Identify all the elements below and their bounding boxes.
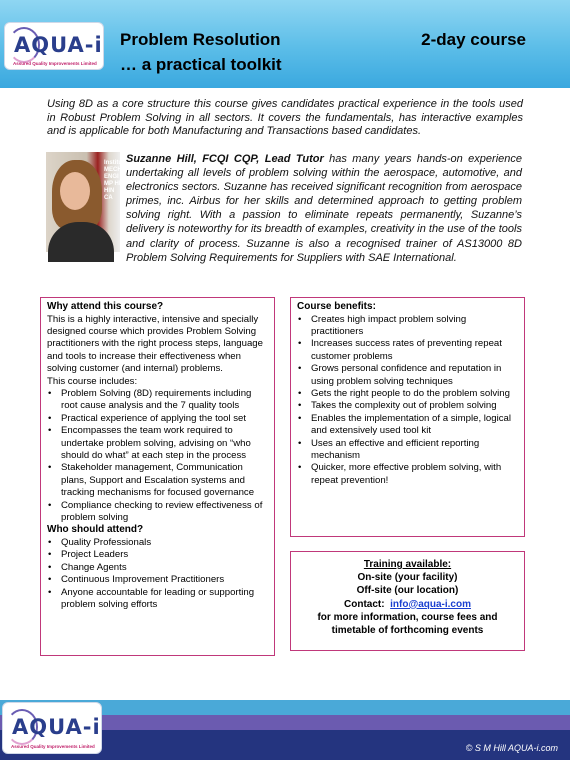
why-attend-intro: This is a highly interactive, intensive and specially designed course which provides Problem Solving practitioners with the right process steps, language and tools to increase their effectiveness when solving customer (and internal) problems. [47, 313, 263, 375]
tutor-name: Suzanne Hill, FCQI CQP, Lead Tutor [126, 153, 324, 165]
benefits-list [297, 314, 518, 488]
list-item: • Encompasses the team work required to undertake problem solving, advising on “who should do what” at each step in the process [47, 425, 268, 462]
contact-line [297, 598, 518, 611]
list-item: • Continuous Improvement Practitioners [47, 574, 268, 586]
copyright-notice: © S M Hill AQUA-i.com [465, 743, 558, 753]
benefits-heading: Course benefits: [297, 301, 376, 312]
list-item: • Problem Solving (8D) requirements including root cause analysis and the 7 quality tools [47, 388, 268, 413]
intro-paragraph: Using 8D as a core structure this course gives candidates practical experience in the tools used in Robust Problem Solving in all sectors. It covers the fundamentals, has interactive examples and is applicable for both Manufacturing and Transactions based candidates. [47, 98, 523, 138]
list-item: • Change Agents [47, 562, 268, 574]
list-item: • Creates high impact problem solving practitioners [297, 314, 518, 339]
includes-label: This course includes: [47, 375, 138, 387]
includes-list [47, 388, 268, 524]
logo-wordmark: AQUA-i [12, 715, 101, 739]
photo-background-sign: Institut MECH ENGI MP HE HIN CA [104, 160, 124, 201]
list-item: • Compliance checking to review effectiveness of problem solving [47, 500, 268, 525]
tutor-photo [46, 152, 124, 252]
list-item: • Grows personal confidence and reputation in using problem solving techniques [297, 363, 518, 388]
list-item: • Quality Professionals [47, 537, 268, 549]
contact-email-link[interactable]: info@aqua-i.com [390, 598, 471, 610]
who-attend-heading: Who should attend? [47, 524, 144, 536]
header-band [0, 0, 570, 88]
list-item: • Uses an effective and efficient reporting mechanism [297, 438, 518, 463]
training-offsite: Off-site (our location) [356, 585, 459, 597]
why-attend-box [40, 297, 275, 656]
course-benefits-box [290, 297, 525, 537]
training-onsite: On-site (your facility) [357, 572, 458, 584]
footer-band [0, 700, 570, 760]
list-item: • Anyone accountable for leading or supporting problem solving efforts [47, 587, 268, 612]
aqua-i-logo [4, 22, 104, 70]
list-item: • Project Leaders [47, 549, 268, 561]
list-item: • Stakeholder management, Communication plans, Support and Escalation systems and tracking mechanisms for focused governance [47, 462, 268, 499]
training-available-box [290, 551, 525, 651]
logo-tagline: Assured Quality Improvements Limited [13, 61, 97, 66]
more-info-text: for more information, course fees and timetable of forthcoming events [317, 611, 498, 637]
tutor-bio-text: has many years hands-on experience undertaking all levels of problem solving within the aerospace, automotive, and electronics sectors. Suzanne has received significant recognition from aerospace primes, inc. Airbus for her skills and determined approach to getting problem solving right. With a passion to eliminate repeats permanently, Suzanne’s delivery is noteworthy for its breadth of examples, creativity in the use of the tools and clarity of process. Suzanne is also a recognised trainer of AS13000 8D Problem Solving Requirements for Suppliers with SAE International. [126, 153, 522, 264]
who-attend-list [47, 537, 268, 611]
list-item: • Quicker, more effective problem solving, with repeat prevention! [297, 462, 518, 487]
aqua-i-footer-logo [2, 702, 102, 754]
why-attend-heading: Why attend this course? [47, 301, 164, 312]
list-item: • Takes the complexity out of problem solving [297, 400, 518, 412]
list-item: • Increases success rates of preventing repeat customer problems [297, 338, 518, 363]
list-item: • Gets the right people to do the problem solving [297, 388, 518, 400]
course-subtitle: … a practical toolkit [120, 55, 282, 74]
logo-tagline: Assured Quality Improvements Limited [11, 744, 95, 749]
course-length: 2-day course [421, 30, 526, 49]
contact-label: Contact: [344, 598, 385, 610]
training-heading: Training available: [363, 559, 452, 570]
list-item: • Practical experience of applying the tool set [47, 413, 268, 425]
list-item: • Enables the implementation of a simple, logical and extensively used tool kit [297, 413, 518, 438]
logo-wordmark: AQUA-i [14, 33, 103, 57]
tutor-bio [126, 152, 522, 265]
course-title: Problem Resolution [120, 30, 281, 49]
